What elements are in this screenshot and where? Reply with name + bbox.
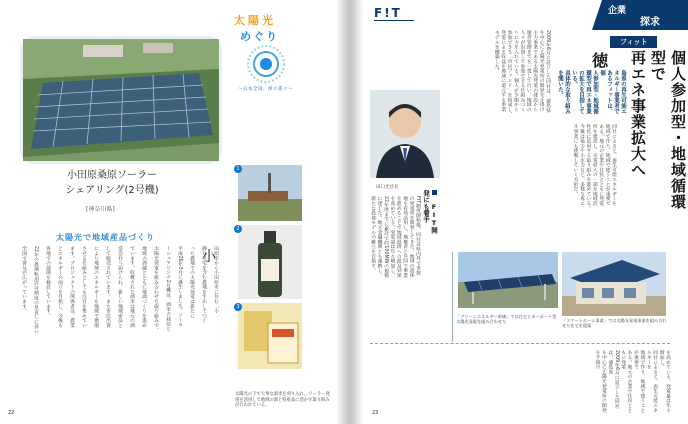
body-block-c — [372, 196, 420, 336]
body-col: ある。地元の企業や住民とともに発電 — [620, 350, 632, 413]
left-body-text — [18, 246, 232, 411]
sub-heading — [422, 190, 438, 238]
sake-bottle-photo — [238, 225, 302, 299]
sub-heading-text: FIT開発にも着手 — [422, 190, 438, 234]
left-col: とエネルギーの両立を目指し、今後も — [57, 246, 62, 328]
fit-logo — [374, 6, 402, 20]
product-photo — [238, 303, 302, 369]
photo-caption-small: 太陽光の下で大事な酒米を刈り入れ。ソーラー発電を活用して地域の酒と特産品に活かす取り組みが行われている。 — [235, 392, 330, 409]
body-col: を中心に太陽光発電所の開発を手掛け — [538, 30, 544, 112]
section-divider — [370, 343, 670, 344]
left-col: 造会社へ届けられ、新しい地域産品と — [117, 246, 122, 328]
left-col: 田原市から小田原市に住む「小 — [213, 246, 218, 314]
left-col: して販売されています。また市民出資 — [105, 246, 110, 328]
body-col: 2009年6月に設立した同社は、徳島県 — [545, 30, 550, 113]
body-col: を高めている。発電量は年々増加し、 — [658, 350, 670, 413]
left-col: 太陽光発電を組み合わせた取り組みで、 — [153, 246, 158, 333]
left-col: った農地での太陽光発電は新たに — [189, 246, 194, 318]
body-col: ネ事業にも挑戦していく方針だ。 — [572, 124, 578, 196]
lead-line: 具体的な取り組みを聞いた。 — [557, 70, 570, 114]
body-col: 性化に活用する取り組みを進めている。 — [585, 124, 591, 211]
portrait-caption: 田口光社長 — [376, 185, 399, 190]
body-col: モデルを構築した。 — [493, 30, 499, 74]
body-col: 地を有効活用し、地権者と共同で事業 — [402, 196, 408, 278]
left-col: ています。収穫された酒米は地元の酒 — [129, 246, 134, 328]
region-character: 徳 — [592, 51, 609, 70]
photo-number-3: 3 — [234, 303, 242, 311]
left-col: により地域のエネルギーを地域で循環 — [93, 246, 98, 328]
left-col: 各地での展開を検討しています。 — [45, 246, 50, 318]
article-title — [628, 50, 688, 220]
logo-line2: めぐり — [240, 30, 279, 43]
drop-cap: 小 — [202, 249, 216, 265]
body-col: 22年度までに累計で約100MWの規模 — [382, 196, 388, 278]
body-col: の発電所を開発してきた。地域の遊休 — [408, 196, 414, 278]
carport-solar-photo — [458, 252, 558, 308]
main-photo-caption: 小田原桑原ソーラー シェアリング(2号機) — [65, 170, 159, 196]
body-col: ある。地元の企業や住民とともに発電 — [598, 124, 604, 206]
lead-text — [556, 70, 626, 116]
body-col: りに力を入れている。個人が少額から — [512, 30, 518, 112]
body-col: を進めることで地域経済への波及効果 — [395, 196, 401, 278]
body-col: 所を建設し、売電収入の一部を地域活 — [591, 124, 597, 206]
body-col: FIT制度開始後、同社は県内外で多数 — [415, 196, 420, 276]
left-col: 地域の酒蔵とともに地酒づくりを進め — [141, 246, 146, 328]
title-line: 再エネ事業拡大へ — [629, 50, 647, 178]
body-col: に達した。地元金融機関とも連携し、 — [376, 196, 382, 278]
body-col: 発電による収益を地域に還元する事業 — [500, 30, 506, 112]
factory-photo — [238, 165, 302, 221]
body-col: 人々が出資して参加できる仕組みづく — [519, 30, 525, 112]
header-tag-corp: 企業 — [608, 6, 627, 16]
body-col: 2009年6月に設立した同社は、徳島県 — [607, 350, 619, 409]
body-col: 地域で作り、地域で使うことが重要で — [632, 350, 645, 413]
photo-number-2: 2 — [234, 225, 242, 233]
prefecture-label: [神奈川県] — [86, 206, 115, 213]
left-col: させる仕組みとしても注目を集めてい — [81, 246, 86, 328]
header-tag-inquiry: 探求 — [636, 13, 664, 28]
left-col: ーシェアリング2号機は、酒米の栽培と — [165, 246, 170, 331]
body-col: 同社によると、再生可能エネルギーを — [645, 350, 658, 413]
logo-line1: 太陽光 — [234, 14, 276, 27]
page-number-right: 23 — [372, 410, 379, 416]
solar-sharing-photo — [20, 36, 222, 164]
sun-swirl-icon — [246, 44, 286, 88]
photo2-caption: 「スマートホーム事業」では太陽光発電事業を組み合わせた住宅を提案 — [562, 318, 667, 329]
body-col: 主力事業である太陽光発電の建設から — [532, 30, 538, 112]
body-block-b — [446, 124, 616, 244]
lead-line: 島県の再生可能エネルギー事業者であるフィットは、個 — [599, 70, 626, 114]
left-col: 全国で普及が広がっています。 — [21, 246, 26, 314]
left-col: ます。プロジェクトの関係者は、農業 — [69, 246, 74, 328]
left-col: 静な住宅を含む農地を生かしてつく — [201, 246, 206, 323]
article-headline: 太陽光で地域産品づくり — [56, 233, 155, 242]
section-tab: フィット — [610, 36, 657, 48]
page-number-left: 22 — [8, 410, 15, 416]
body-col: 新たな投資モデルの確立を目指す。 — [370, 196, 376, 273]
photo1-caption: 「グリーンエネルギー車庫」では住宅とカーポート型太陽光発電を組み合わせた — [456, 314, 557, 325]
lead-line: 人参加型・地域循環型で再エネ事業の拡大を目指している。 — [571, 70, 598, 114]
body-col: 参加できる「市民ファンド」を組成し、 — [506, 30, 512, 117]
body-col: 今後は風力や小水力など、多様な再エ — [578, 124, 584, 206]
logo-subtitle: 〜日本全国、津々浦々〜 — [238, 87, 293, 92]
smart-home-photo — [562, 252, 666, 316]
side-photo-strip — [234, 165, 304, 405]
fit-logo-text: F!T — [374, 6, 402, 20]
body-block-bottom — [376, 350, 670, 416]
title-line: 個人参加型・地域循環型で — [649, 50, 687, 210]
body-col: を中心に太陽光発電所の開発を手掛け — [594, 350, 606, 413]
president-portrait — [370, 90, 440, 178]
body-col: 同社によると、再生可能エネルギーを — [611, 124, 616, 206]
left-col: 22年の農地転用許可制度の見直しに伴い — [33, 246, 38, 334]
binding-gutter — [336, 0, 364, 424]
body-col: 運営管理までを一貫して行い、地域の — [525, 30, 531, 112]
body-col: を高めている。発電量は年々増加し、 — [389, 196, 395, 278]
body-col: 地域で作り、地域で使うことが重要で — [604, 124, 610, 206]
left-col: 平成26年3月に誕生しました。ソーラ — [177, 246, 182, 328]
column-divider — [452, 252, 453, 342]
photo-number-1: 1 — [234, 165, 242, 173]
series-logo — [234, 12, 300, 44]
heading-square-icon — [432, 190, 437, 195]
